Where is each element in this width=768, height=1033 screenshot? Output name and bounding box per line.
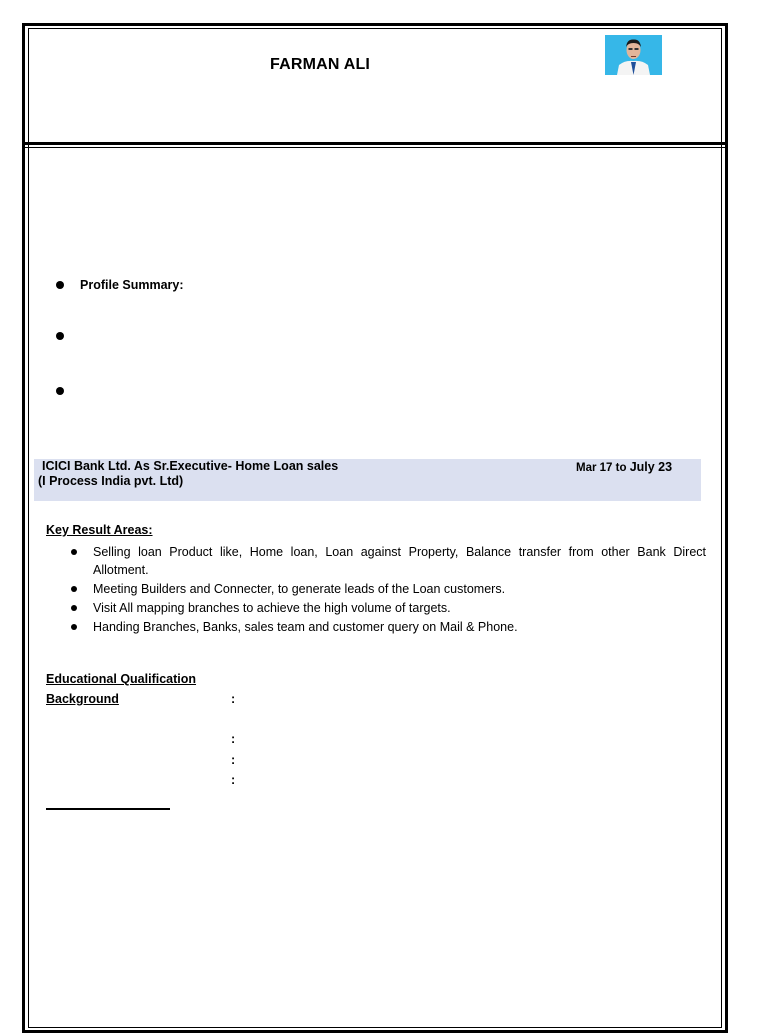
header-divider — [24, 142, 726, 145]
education-colon: : — [231, 773, 236, 787]
key-result-areas-heading: Key Result Areas: — [46, 523, 153, 537]
experience-date-end: July 23 — [629, 460, 673, 474]
experience-date-start: Mar 17 to — [576, 462, 630, 474]
bullet-empty-2 — [56, 387, 64, 395]
education-colon: : — [231, 732, 236, 746]
bullet-empty-1 — [56, 332, 64, 340]
kra-text: Meeting Builders and Connecter, to generate leads of the Loan customers. — [93, 582, 506, 596]
experience-title: ICICI Bank Ltd. As Sr.Executive- Home Loan sales — [42, 459, 339, 473]
list-item — [46, 599, 706, 617]
bullet-icon — [71, 586, 77, 592]
education-colon: : — [231, 692, 236, 706]
kra-text: Handing Branches, Banks, sales team and customer query on Mail & Phone. — [93, 620, 518, 634]
header-divider-thin — [24, 147, 726, 148]
list-item — [46, 580, 706, 598]
education-heading: Educational Qualification — [46, 672, 197, 686]
experience-dates — [576, 460, 672, 474]
education-heading-background: Background — [46, 692, 119, 706]
bullet-icon — [71, 549, 77, 555]
experience-company: (I Process India pvt. Ltd) — [38, 474, 184, 488]
portrait-photo-icon — [605, 35, 662, 75]
bullet-profile — [56, 281, 64, 289]
kra-text: Selling loan Product like, Home loan, Loan against Property, Balance transfer from other Bank Direct Allotment. — [93, 545, 706, 577]
list-item — [46, 543, 706, 579]
education-colon: : — [231, 753, 236, 767]
profile-photo — [605, 35, 662, 75]
profile-summary-label: Profile Summary: — [80, 278, 184, 292]
key-result-areas-list — [46, 543, 706, 637]
section-divider-short — [46, 808, 170, 810]
bullet-icon — [71, 624, 77, 630]
candidate-name: FARMAN ALI — [270, 56, 371, 73]
list-item — [46, 618, 706, 636]
bullet-icon — [71, 605, 77, 611]
kra-text: Visit All mapping branches to achieve the high volume of targets. — [93, 601, 451, 615]
